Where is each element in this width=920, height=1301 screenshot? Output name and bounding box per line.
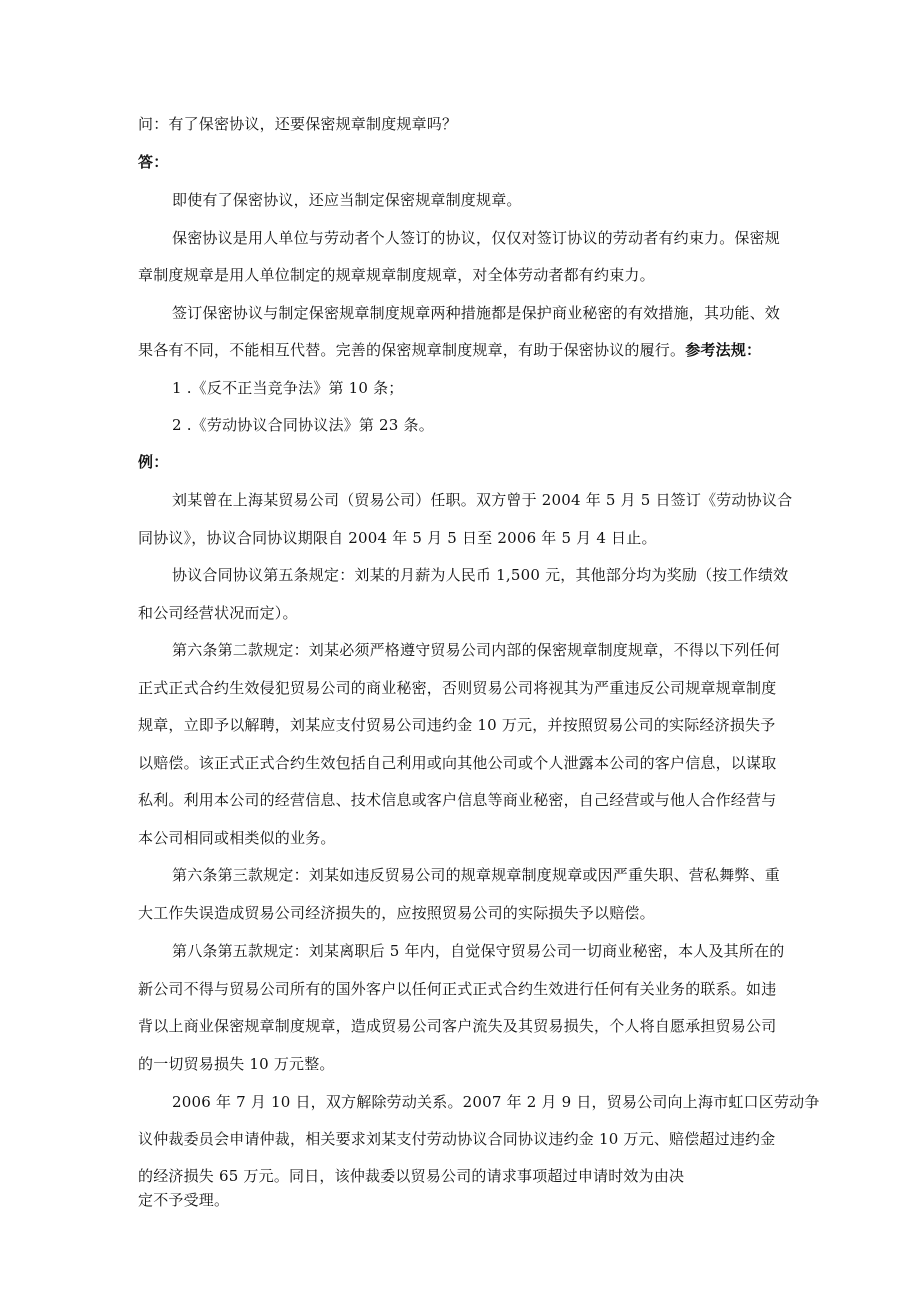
answer-paragraph-2-line-1: 保密协议是用人单位与劳动者个人签订的协议，仅仅对签订协议的劳动者有约束力。保密规	[172, 229, 781, 247]
example-paragraph-6-line-1: 2006 年 7 月 10 日，双方解除劳动关系。2007 年 2 月 9 日，贸易公司向上海市虹口区劳动争	[172, 1093, 820, 1111]
example-paragraph-3-line-4: 以赔偿。该正式正式合约生效包括自己利用或向其他公司或个人泄露本公司的客户信息，以谋取	[138, 754, 777, 772]
example-paragraph-4-line-2: 大工作失误造成贸易公司经济损失的，应按照贸易公司的实际损失予以赔偿。	[138, 904, 655, 922]
example-paragraph-4-line-1: 第六条第三款规定：刘某如违反贸易公司的规章规章制度规章或因严重失职、营私舞弊、重	[172, 866, 781, 884]
example-paragraph-2-line-2: 和公司经营状况而定）。	[138, 604, 298, 622]
answer-label: 答：	[138, 153, 169, 171]
reference-item-1: 1 .《反不正当竞争法》第 10 条；	[172, 379, 404, 397]
example-paragraph-3-line-1: 第六条第二款规定：刘某必须严格遵守贸易公司内部的保密规章制度规章，不得以下列任何	[172, 641, 781, 659]
example-label: 例：	[138, 453, 169, 471]
answer-paragraph-1: 即使有了保密协议，还应当制定保密规章制度规章。	[172, 191, 522, 209]
example-paragraph-2-line-1: 协议合同协议第五条规定：刘某的月薪为人民币 1,500 元，其他部分均为奖励（按工作绩效	[172, 566, 789, 584]
answer-paragraph-3-line-2-text: 果各有不同，不能相互代替。完善的保密规章制度规章，有助于保密协议的履行。	[138, 341, 686, 359]
answer-paragraph-3-line-2	[138, 340, 761, 360]
answer-paragraph-2-line-2: 章制度规章是用人单位制定的规章规章制度规章，对全体劳动者都有约束力。	[138, 266, 655, 284]
answer-paragraph-3-line-1: 签订保密协议与制定保密规章制度规章两种措施都是保护商业秘密的有效措施，其功能、效	[172, 304, 781, 322]
example-paragraph-6-line-3: 的经济损失 65 万元。同日，该仲裁委以贸易公司的请求事项超过申请时效为由决	[138, 1167, 685, 1185]
references-label: 参考法规：	[685, 341, 762, 359]
reference-item-2: 2 .《劳动协议合同协议法》第 23 条。	[172, 416, 434, 434]
example-paragraph-5-line-2: 新公司不得与贸易公司所有的国外客户以任何正式正式合约生效进行任何有关业务的联系。如违	[138, 980, 777, 998]
example-paragraph-3-line-6: 本公司相同或相类似的业务。	[138, 829, 336, 847]
example-paragraph-6-line-2: 议仲裁委员会申请仲裁，相关要求刘某支付劳动协议合同协议违约金 10 万元、赔偿超过违约金	[138, 1130, 776, 1148]
example-paragraph-3-line-2: 正式正式合约生效侵犯贸易公司的商业秘密，否则贸易公司将视其为严重违反公司规章规章制度	[138, 679, 777, 697]
example-paragraph-1-line-2: 同协议》，协议合同协议期限自 2004 年 5 月 5 日至 2006 年 5 月 4 日止。	[138, 529, 657, 547]
example-paragraph-1-line-1: 刘某曾在上海某贸易公司（贸易公司）任职。双方曾于 2004 年 5 月 5 日签订《劳动协议合	[172, 491, 793, 509]
example-paragraph-6-line-4: 定不予受理。	[138, 1191, 230, 1209]
example-paragraph-3-line-3: 规章，立即予以解聘，刘某应支付贸易公司违约金 10 万元，并按照贸易公司的实际经济损失予	[138, 716, 776, 734]
example-paragraph-3-line-5: 私利。利用本公司的经营信息、技术信息或客户信息等商业秘密，自己经营或与他人合作经营与	[138, 791, 777, 809]
question-text: 问：有了保密协议，还要保密规章制度规章吗？	[138, 115, 458, 133]
example-paragraph-5-line-3: 背以上商业保密规章制度规章，造成贸易公司客户流失及其贸易损失，个人将自愿承担贸易公司	[138, 1017, 777, 1035]
example-paragraph-5-line-1: 第八条第五款规定：刘某离职后 5 年内，自觉保守贸易公司一切商业秘密，本人及其所在的	[172, 942, 785, 960]
example-paragraph-5-line-4: 的一切贸易损失 10 万元整。	[138, 1055, 335, 1073]
